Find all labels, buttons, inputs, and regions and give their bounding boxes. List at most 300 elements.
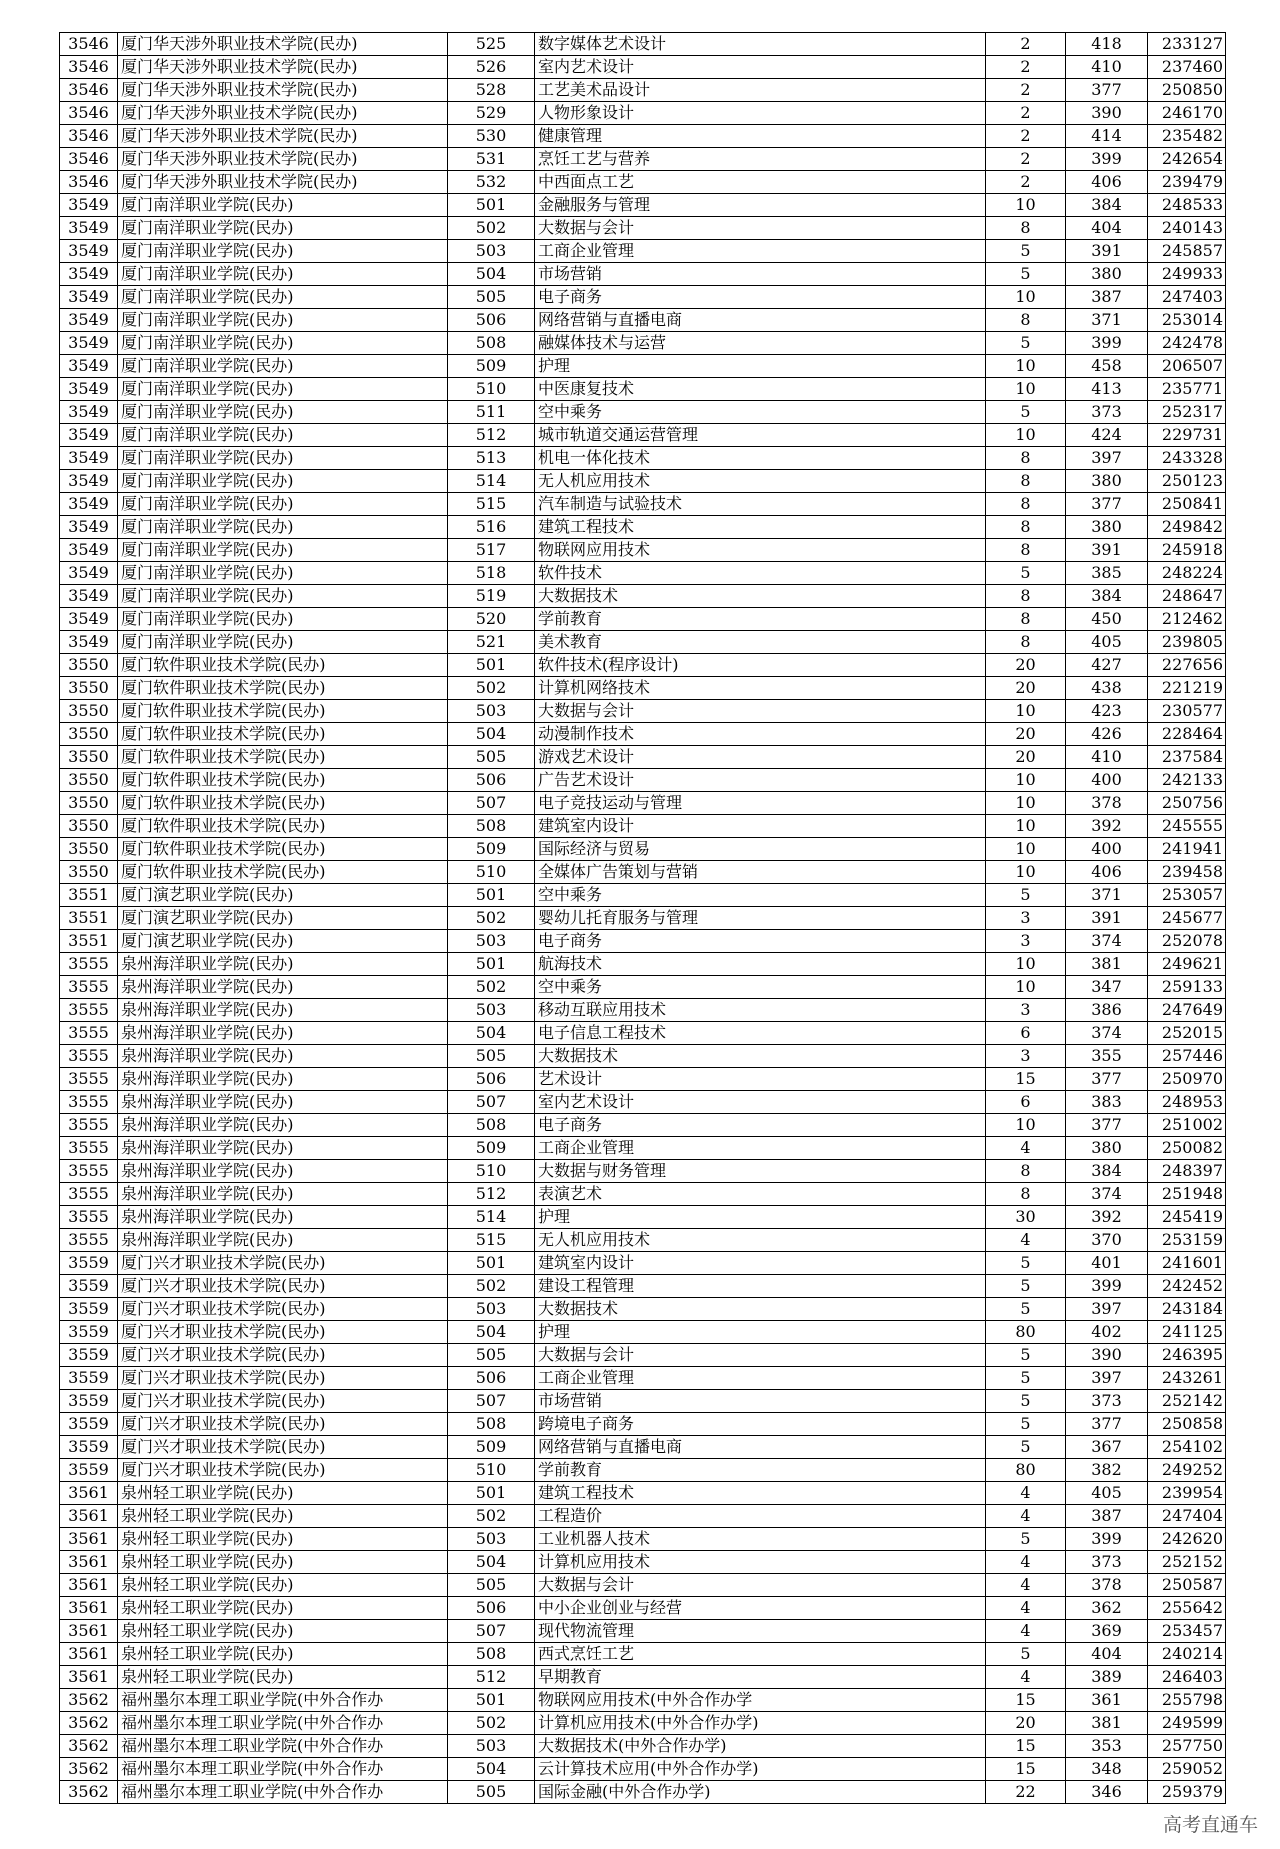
- min-rank-cell: 246170: [1148, 102, 1226, 125]
- major-name-cell: 护理: [535, 355, 986, 378]
- major-name-cell: 游戏艺术设计: [535, 746, 986, 769]
- major-code-cell: 506: [448, 1597, 535, 1620]
- major-code-cell: 519: [448, 585, 535, 608]
- min-rank-cell: 250756: [1148, 792, 1226, 815]
- min-score-cell: 346: [1066, 1781, 1148, 1804]
- school-code-cell: 3555: [60, 1068, 118, 1091]
- major-code-cell: 514: [448, 470, 535, 493]
- min-rank-cell: 259052: [1148, 1758, 1226, 1781]
- min-rank-cell: 253457: [1148, 1620, 1226, 1643]
- school-code-cell: 3555: [60, 953, 118, 976]
- table-row: [60, 815, 1226, 838]
- major-code-cell: 510: [448, 378, 535, 401]
- min-score-cell: 401: [1066, 1252, 1148, 1275]
- plan-count-cell: 10: [986, 378, 1066, 401]
- plan-count-cell: 8: [986, 539, 1066, 562]
- min-rank-cell: 245555: [1148, 815, 1226, 838]
- school-name-cell: 厦门华天涉外职业技术学院(民办): [118, 125, 448, 148]
- min-score-cell: 406: [1066, 171, 1148, 194]
- min-rank-cell: 246403: [1148, 1666, 1226, 1689]
- major-code-cell: 508: [448, 1413, 535, 1436]
- plan-count-cell: 5: [986, 1413, 1066, 1436]
- major-code-cell: 505: [448, 746, 535, 769]
- table-row: [60, 332, 1226, 355]
- school-code-cell: 3561: [60, 1528, 118, 1551]
- min-rank-cell: 242620: [1148, 1528, 1226, 1551]
- min-score-cell: 399: [1066, 1528, 1148, 1551]
- min-score-cell: 383: [1066, 1091, 1148, 1114]
- major-code-cell: 504: [448, 1321, 535, 1344]
- table-row: [60, 1091, 1226, 1114]
- plan-count-cell: 8: [986, 608, 1066, 631]
- min-rank-cell: 239458: [1148, 861, 1226, 884]
- school-code-cell: 3546: [60, 171, 118, 194]
- plan-count-cell: 5: [986, 1390, 1066, 1413]
- min-score-cell: 414: [1066, 125, 1148, 148]
- min-score-cell: 371: [1066, 309, 1148, 332]
- school-name-cell: 泉州海洋职业学院(民办): [118, 1091, 448, 1114]
- min-score-cell: 374: [1066, 930, 1148, 953]
- table-row: [60, 654, 1226, 677]
- major-name-cell: 健康管理: [535, 125, 986, 148]
- school-name-cell: 厦门南洋职业学院(民办): [118, 263, 448, 286]
- major-name-cell: 学前教育: [535, 1459, 986, 1482]
- school-name-cell: 厦门华天涉外职业技术学院(民办): [118, 102, 448, 125]
- school-name-cell: 泉州轻工职业学院(民办): [118, 1620, 448, 1643]
- table-row: [60, 1620, 1226, 1643]
- plan-count-cell: 10: [986, 815, 1066, 838]
- school-name-cell: 泉州海洋职业学院(民办): [118, 1183, 448, 1206]
- major-code-cell: 505: [448, 1045, 535, 1068]
- min-rank-cell: 248647: [1148, 585, 1226, 608]
- school-code-cell: 3555: [60, 1183, 118, 1206]
- table-row: [60, 125, 1226, 148]
- major-code-cell: 525: [448, 33, 535, 56]
- table-row: [60, 1137, 1226, 1160]
- school-code-cell: 3549: [60, 401, 118, 424]
- school-code-cell: 3546: [60, 56, 118, 79]
- school-name-cell: 厦门软件职业技术学院(民办): [118, 677, 448, 700]
- school-name-cell: 泉州海洋职业学院(民办): [118, 976, 448, 999]
- table-row: [60, 1252, 1226, 1275]
- table-row: [60, 424, 1226, 447]
- min-score-cell: 386: [1066, 999, 1148, 1022]
- min-score-cell: 405: [1066, 1482, 1148, 1505]
- major-name-cell: 计算机应用技术: [535, 1551, 986, 1574]
- min-score-cell: 374: [1066, 1183, 1148, 1206]
- min-score-cell: 348: [1066, 1758, 1148, 1781]
- min-score-cell: 377: [1066, 1068, 1148, 1091]
- plan-count-cell: 15: [986, 1735, 1066, 1758]
- table-row: [60, 470, 1226, 493]
- min-rank-cell: 243328: [1148, 447, 1226, 470]
- min-score-cell: 374: [1066, 1022, 1148, 1045]
- min-score-cell: 426: [1066, 723, 1148, 746]
- school-name-cell: 厦门南洋职业学院(民办): [118, 286, 448, 309]
- min-score-cell: 367: [1066, 1436, 1148, 1459]
- major-name-cell: 美术教育: [535, 631, 986, 654]
- major-code-cell: 529: [448, 102, 535, 125]
- major-code-cell: 528: [448, 79, 535, 102]
- min-rank-cell: 252152: [1148, 1551, 1226, 1574]
- school-code-cell: 3546: [60, 102, 118, 125]
- school-code-cell: 3549: [60, 309, 118, 332]
- min-rank-cell: 250082: [1148, 1137, 1226, 1160]
- school-name-cell: 福州墨尔本理工职业学院(中外合作办: [118, 1735, 448, 1758]
- major-code-cell: 504: [448, 723, 535, 746]
- school-name-cell: 泉州海洋职业学院(民办): [118, 953, 448, 976]
- school-name-cell: 厦门华天涉外职业技术学院(民办): [118, 171, 448, 194]
- major-code-cell: 512: [448, 1183, 535, 1206]
- table-row: [60, 148, 1226, 171]
- school-code-cell: 3562: [60, 1735, 118, 1758]
- min-score-cell: 347: [1066, 976, 1148, 999]
- major-name-cell: 软件技术(程序设计): [535, 654, 986, 677]
- table-row: [60, 355, 1226, 378]
- school-code-cell: 3550: [60, 769, 118, 792]
- plan-count-cell: 8: [986, 631, 1066, 654]
- school-code-cell: 3555: [60, 1206, 118, 1229]
- min-rank-cell: 250970: [1148, 1068, 1226, 1091]
- plan-count-cell: 8: [986, 493, 1066, 516]
- min-rank-cell: 247403: [1148, 286, 1226, 309]
- plan-count-cell: 20: [986, 723, 1066, 746]
- min-score-cell: 389: [1066, 1666, 1148, 1689]
- school-code-cell: 3555: [60, 1229, 118, 1252]
- min-rank-cell: 235771: [1148, 378, 1226, 401]
- school-name-cell: 泉州海洋职业学院(民办): [118, 999, 448, 1022]
- table-row: [60, 1459, 1226, 1482]
- school-code-cell: 3549: [60, 585, 118, 608]
- min-score-cell: 413: [1066, 378, 1148, 401]
- min-rank-cell: 252015: [1148, 1022, 1226, 1045]
- school-name-cell: 厦门软件职业技术学院(民办): [118, 792, 448, 815]
- school-code-cell: 3550: [60, 700, 118, 723]
- plan-count-cell: 15: [986, 1068, 1066, 1091]
- school-name-cell: 泉州海洋职业学院(民办): [118, 1229, 448, 1252]
- table-row: [60, 309, 1226, 332]
- table-row: [60, 769, 1226, 792]
- plan-count-cell: 4: [986, 1229, 1066, 1252]
- min-rank-cell: 252317: [1148, 401, 1226, 424]
- min-score-cell: 385: [1066, 562, 1148, 585]
- school-code-cell: 3551: [60, 907, 118, 930]
- major-name-cell: 市场营销: [535, 263, 986, 286]
- min-rank-cell: 248397: [1148, 1160, 1226, 1183]
- table-row: [60, 1068, 1226, 1091]
- plan-count-cell: 20: [986, 746, 1066, 769]
- plan-count-cell: 6: [986, 1022, 1066, 1045]
- major-code-cell: 509: [448, 1137, 535, 1160]
- major-code-cell: 501: [448, 953, 535, 976]
- table-row: [60, 907, 1226, 930]
- table-row: [60, 631, 1226, 654]
- table-row: [60, 1229, 1226, 1252]
- table-row: [60, 1712, 1226, 1735]
- school-name-cell: 厦门南洋职业学院(民办): [118, 539, 448, 562]
- table-row: [60, 1436, 1226, 1459]
- school-code-cell: 3559: [60, 1252, 118, 1275]
- major-code-cell: 507: [448, 1091, 535, 1114]
- school-name-cell: 厦门兴才职业技术学院(民办): [118, 1390, 448, 1413]
- plan-count-cell: 20: [986, 654, 1066, 677]
- table-row: [60, 930, 1226, 953]
- min-score-cell: 397: [1066, 447, 1148, 470]
- major-name-cell: 中西面点工艺: [535, 171, 986, 194]
- major-code-cell: 506: [448, 1068, 535, 1091]
- table-row: [60, 1114, 1226, 1137]
- min-score-cell: 390: [1066, 1344, 1148, 1367]
- school-code-cell: 3559: [60, 1298, 118, 1321]
- min-rank-cell: 245419: [1148, 1206, 1226, 1229]
- plan-count-cell: 10: [986, 769, 1066, 792]
- major-code-cell: 510: [448, 1160, 535, 1183]
- school-name-cell: 厦门演艺职业学院(民办): [118, 884, 448, 907]
- min-rank-cell: 252142: [1148, 1390, 1226, 1413]
- min-rank-cell: 243184: [1148, 1298, 1226, 1321]
- major-code-cell: 502: [448, 677, 535, 700]
- min-score-cell: 423: [1066, 700, 1148, 723]
- school-code-cell: 3555: [60, 1160, 118, 1183]
- min-score-cell: 387: [1066, 1505, 1148, 1528]
- major-name-cell: 中医康复技术: [535, 378, 986, 401]
- major-code-cell: 508: [448, 1643, 535, 1666]
- min-score-cell: 392: [1066, 1206, 1148, 1229]
- min-rank-cell: 241125: [1148, 1321, 1226, 1344]
- min-rank-cell: 241601: [1148, 1252, 1226, 1275]
- school-code-cell: 3561: [60, 1643, 118, 1666]
- watermark-text: 高考直通车: [1162, 1814, 1258, 1836]
- min-rank-cell: 239954: [1148, 1482, 1226, 1505]
- major-code-cell: 501: [448, 194, 535, 217]
- major-code-cell: 501: [448, 884, 535, 907]
- school-name-cell: 泉州海洋职业学院(民办): [118, 1137, 448, 1160]
- min-rank-cell: 240143: [1148, 217, 1226, 240]
- table-row: [60, 838, 1226, 861]
- major-code-cell: 515: [448, 493, 535, 516]
- plan-count-cell: 20: [986, 677, 1066, 700]
- major-code-cell: 517: [448, 539, 535, 562]
- school-name-cell: 厦门南洋职业学院(民办): [118, 401, 448, 424]
- plan-count-cell: 2: [986, 125, 1066, 148]
- school-code-cell: 3550: [60, 677, 118, 700]
- school-name-cell: 厦门南洋职业学院(民办): [118, 309, 448, 332]
- min-score-cell: 377: [1066, 1413, 1148, 1436]
- table-row: [60, 562, 1226, 585]
- table-row: [60, 240, 1226, 263]
- plan-count-cell: 5: [986, 1528, 1066, 1551]
- school-name-cell: 厦门南洋职业学院(民办): [118, 217, 448, 240]
- school-name-cell: 泉州轻工职业学院(民办): [118, 1597, 448, 1620]
- plan-count-cell: 10: [986, 355, 1066, 378]
- major-name-cell: 机电一体化技术: [535, 447, 986, 470]
- plan-count-cell: 3: [986, 930, 1066, 953]
- min-rank-cell: 250123: [1148, 470, 1226, 493]
- school-code-cell: 3561: [60, 1574, 118, 1597]
- min-rank-cell: 249621: [1148, 953, 1226, 976]
- major-name-cell: 软件技术: [535, 562, 986, 585]
- plan-count-cell: 10: [986, 976, 1066, 999]
- min-score-cell: 370: [1066, 1229, 1148, 1252]
- min-rank-cell: 240214: [1148, 1643, 1226, 1666]
- major-name-cell: 网络营销与直播电商: [535, 309, 986, 332]
- school-name-cell: 厦门南洋职业学院(民办): [118, 562, 448, 585]
- school-name-cell: 厦门兴才职业技术学院(民办): [118, 1252, 448, 1275]
- min-score-cell: 384: [1066, 194, 1148, 217]
- table-row: [60, 608, 1226, 631]
- major-name-cell: 市场营销: [535, 1390, 986, 1413]
- table-row: [60, 217, 1226, 240]
- min-rank-cell: 249599: [1148, 1712, 1226, 1735]
- major-code-cell: 501: [448, 1482, 535, 1505]
- plan-count-cell: 15: [986, 1689, 1066, 1712]
- school-name-cell: 厦门软件职业技术学院(民办): [118, 861, 448, 884]
- school-name-cell: 厦门软件职业技术学院(民办): [118, 746, 448, 769]
- min-score-cell: 397: [1066, 1367, 1148, 1390]
- school-name-cell: 厦门南洋职业学院(民办): [118, 470, 448, 493]
- min-score-cell: 399: [1066, 332, 1148, 355]
- major-code-cell: 504: [448, 1758, 535, 1781]
- school-code-cell: 3555: [60, 999, 118, 1022]
- major-name-cell: 建筑室内设计: [535, 815, 986, 838]
- school-code-cell: 3559: [60, 1413, 118, 1436]
- school-code-cell: 3546: [60, 33, 118, 56]
- school-name-cell: 厦门南洋职业学院(民办): [118, 355, 448, 378]
- min-score-cell: 384: [1066, 1160, 1148, 1183]
- school-code-cell: 3549: [60, 493, 118, 516]
- major-name-cell: 无人机应用技术: [535, 470, 986, 493]
- table-row: [60, 1160, 1226, 1183]
- min-score-cell: 377: [1066, 493, 1148, 516]
- school-name-cell: 厦门软件职业技术学院(民办): [118, 838, 448, 861]
- table-row: [60, 1758, 1226, 1781]
- plan-count-cell: 4: [986, 1597, 1066, 1620]
- major-name-cell: 电子商务: [535, 286, 986, 309]
- school-code-cell: 3559: [60, 1367, 118, 1390]
- min-rank-cell: 251002: [1148, 1114, 1226, 1137]
- min-rank-cell: 253159: [1148, 1229, 1226, 1252]
- major-name-cell: 航海技术: [535, 953, 986, 976]
- school-code-cell: 3559: [60, 1275, 118, 1298]
- table-row: [60, 700, 1226, 723]
- major-code-cell: 504: [448, 263, 535, 286]
- major-code-cell: 501: [448, 654, 535, 677]
- min-rank-cell: 249933: [1148, 263, 1226, 286]
- min-rank-cell: 246395: [1148, 1344, 1226, 1367]
- table-row: [60, 171, 1226, 194]
- table-row: [60, 1275, 1226, 1298]
- min-score-cell: 369: [1066, 1620, 1148, 1643]
- table-row: [60, 33, 1226, 56]
- plan-count-cell: 10: [986, 792, 1066, 815]
- school-code-cell: 3562: [60, 1712, 118, 1735]
- school-code-cell: 3550: [60, 861, 118, 884]
- major-name-cell: 工商企业管理: [535, 1137, 986, 1160]
- min-rank-cell: 253014: [1148, 309, 1226, 332]
- major-code-cell: 514: [448, 1206, 535, 1229]
- school-name-cell: 泉州轻工职业学院(民办): [118, 1666, 448, 1689]
- major-code-cell: 509: [448, 355, 535, 378]
- major-code-cell: 504: [448, 1022, 535, 1045]
- min-score-cell: 381: [1066, 953, 1148, 976]
- min-rank-cell: 259379: [1148, 1781, 1226, 1804]
- min-score-cell: 382: [1066, 1459, 1148, 1482]
- school-code-cell: 3559: [60, 1436, 118, 1459]
- table-row: [60, 1298, 1226, 1321]
- table-row: [60, 1574, 1226, 1597]
- major-code-cell: 520: [448, 608, 535, 631]
- min-score-cell: 373: [1066, 1390, 1148, 1413]
- major-code-cell: 503: [448, 999, 535, 1022]
- school-code-cell: 3550: [60, 838, 118, 861]
- school-name-cell: 厦门兴才职业技术学院(民办): [118, 1298, 448, 1321]
- school-code-cell: 3562: [60, 1758, 118, 1781]
- school-code-cell: 3546: [60, 125, 118, 148]
- min-rank-cell: 249252: [1148, 1459, 1226, 1482]
- major-name-cell: 艺术设计: [535, 1068, 986, 1091]
- major-code-cell: 515: [448, 1229, 535, 1252]
- school-name-cell: 泉州轻工职业学院(民办): [118, 1505, 448, 1528]
- major-name-cell: 工程造价: [535, 1505, 986, 1528]
- table-row: [60, 56, 1226, 79]
- admission-table: [59, 32, 1226, 1804]
- major-code-cell: 502: [448, 1275, 535, 1298]
- major-name-cell: 烹饪工艺与营养: [535, 148, 986, 171]
- min-score-cell: 387: [1066, 286, 1148, 309]
- school-code-cell: 3562: [60, 1689, 118, 1712]
- school-code-cell: 3546: [60, 79, 118, 102]
- school-name-cell: 厦门华天涉外职业技术学院(民办): [118, 79, 448, 102]
- school-name-cell: 福州墨尔本理工职业学院(中外合作办: [118, 1781, 448, 1804]
- min-rank-cell: 245677: [1148, 907, 1226, 930]
- min-rank-cell: 257750: [1148, 1735, 1226, 1758]
- major-name-cell: 表演艺术: [535, 1183, 986, 1206]
- min-rank-cell: 250587: [1148, 1574, 1226, 1597]
- plan-count-cell: 8: [986, 585, 1066, 608]
- min-score-cell: 427: [1066, 654, 1148, 677]
- min-rank-cell: 239805: [1148, 631, 1226, 654]
- table-row: [60, 1505, 1226, 1528]
- table-row: [60, 1183, 1226, 1206]
- major-name-cell: 空中乘务: [535, 884, 986, 907]
- plan-count-cell: 10: [986, 424, 1066, 447]
- school-code-cell: 3559: [60, 1459, 118, 1482]
- plan-count-cell: 4: [986, 1574, 1066, 1597]
- table-row: [60, 1206, 1226, 1229]
- min-rank-cell: 257446: [1148, 1045, 1226, 1068]
- major-code-cell: 503: [448, 1735, 535, 1758]
- school-code-cell: 3550: [60, 746, 118, 769]
- min-rank-cell: 252078: [1148, 930, 1226, 953]
- min-score-cell: 380: [1066, 470, 1148, 493]
- plan-count-cell: 8: [986, 447, 1066, 470]
- min-score-cell: 458: [1066, 355, 1148, 378]
- plan-count-cell: 5: [986, 263, 1066, 286]
- school-name-cell: 厦门软件职业技术学院(民办): [118, 815, 448, 838]
- min-score-cell: 380: [1066, 263, 1148, 286]
- school-name-cell: 厦门南洋职业学院(民办): [118, 378, 448, 401]
- min-rank-cell: 259133: [1148, 976, 1226, 999]
- major-name-cell: 融媒体技术与运营: [535, 332, 986, 355]
- table-row: [60, 1643, 1226, 1666]
- table-row: [60, 1735, 1226, 1758]
- school-name-cell: 厦门兴才职业技术学院(民办): [118, 1367, 448, 1390]
- plan-count-cell: 5: [986, 332, 1066, 355]
- major-code-cell: 505: [448, 1781, 535, 1804]
- school-name-cell: 厦门南洋职业学院(民办): [118, 608, 448, 631]
- min-rank-cell: 212462: [1148, 608, 1226, 631]
- major-code-cell: 501: [448, 1252, 535, 1275]
